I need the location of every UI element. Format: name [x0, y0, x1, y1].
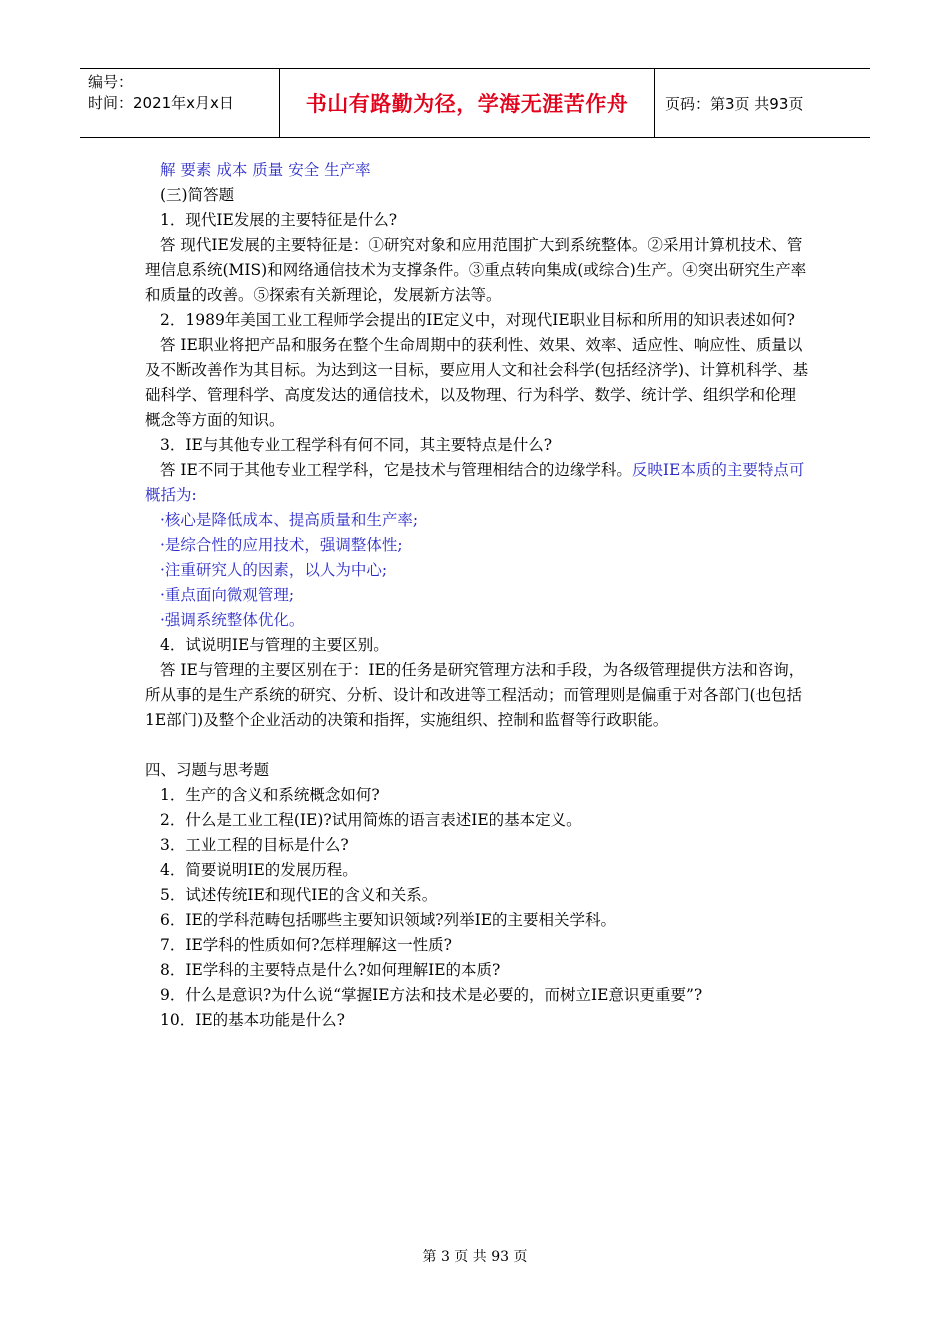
question-2: 2．1989年美国工业工程师学会提出的IE定义中，对现代IE职业目标和所用的知识表述如何? [160, 311, 795, 329]
time-label: 时间：2021年x月x日 [88, 94, 234, 112]
answer-4: 答 IE与管理的主要区别在于：IE的任务是研究管理方法和手段，为各级管理提供方法和咨询，所从事的是生产系统的研究、分析、设计和改进等工程活动；而管理则是偏重于对各部门(也包括1E部门)及整个企业活动的决策和指挥，实施组织、控制和监督等行政职能。 [145, 661, 805, 729]
exercise-item: 3．工业工程的目标是什么? [160, 836, 349, 854]
answer-3 [145, 458, 810, 508]
exercise-item: 7．IE学科的性质如何?怎样理解这一性质? [160, 936, 452, 954]
exercise-item: 6．IE的学科范畴包括哪些主要知识领域?列举IE的主要相关学科。 [160, 911, 617, 929]
answer-2: 答 IE职业将把产品和服务在整个生命周期中的获利性、效果、效率、适应性、响应性、质量以及不断改善作为其目标。为达到这一目标，要应用人文和社会科学(包括经济学)、计算机科学、基础科学、管理科学、高度发达的通信技术，以及物理、行为科学、数学、统计学、组织学和伦理概念等方面的知识。 [145, 336, 809, 429]
question-3: 3．IE与其他专业工程学科有何不同，其主要特点是什么? [160, 436, 553, 454]
exercise-item: 10．IE的基本功能是什么? [160, 1011, 345, 1029]
answer-keywords: 解 要素 成本 质量 安全 生产率 [160, 161, 371, 179]
header-motto: 书山有路勤为径，学海无涯苦作舟 [280, 69, 655, 137]
question-4: 4．试说明IE与管理的主要区别。 [160, 636, 389, 654]
bullet-item: ·重点面向微观管理; [160, 586, 295, 604]
spacer [145, 733, 810, 758]
answer-3-text: 答 IE不同于其他专业工程学科，它是技术与管理相结合的边缘学科。 [160, 461, 632, 479]
exercise-item: 5．试述传统IE和现代IE的含义和关系。 [160, 886, 438, 904]
exercise-item: 4．简要说明IE的发展历程。 [160, 861, 358, 879]
answer-1: 答 现代IE发展的主要特征是：①研究对象和应用范围扩大到系统整体。②采用计算机技术、管理信息系统(MIS)和网络通信技术为支撑条件。③重点转向集成(或综合)生产。④突出研究生产率和质量的改善。⑤探索有关新理论，发展新方法等。 [145, 236, 807, 304]
exercise-item: 2．什么是工业工程(IE)?试用简炼的语言表述IE的基本定义。 [160, 811, 582, 829]
number-label: 编号： [88, 73, 134, 91]
exercise-item: 1．生产的含义和系统概念如何? [160, 786, 380, 804]
question-1: 1．现代IE发展的主要特征是什么? [160, 211, 398, 229]
document-body [145, 158, 810, 1033]
answer-3-highlight: 反映IE本质的主要特点可概括为: [145, 461, 805, 504]
exercise-item: 8．IE学科的主要特点是什么?如何理解IE的本质? [160, 961, 501, 979]
header-meta [80, 69, 280, 137]
bullet-item: ·强调系统整体优化。 [160, 611, 305, 629]
bullet-item: ·核心是降低成本、提高质量和生产率; [160, 511, 419, 529]
section-title-exercises: 四、习题与思考题 [145, 761, 270, 779]
bullet-item: ·注重研究人的因素，以人为中心; [160, 561, 388, 579]
bullet-item: ·是综合性的应用技术，强调整体性; [160, 536, 403, 554]
exercise-item: 9．什么是意识?为什么说“掌握IE方法和技术是必要的，而树立IE意识更重要”? [160, 986, 703, 1004]
page-header [80, 68, 870, 138]
section-title-short-answer: (三)简答题 [160, 186, 235, 204]
page-footer: 第 3 页 共 93 页 [422, 1249, 528, 1265]
header-page-info: 页码：第3页 共93页 [665, 94, 804, 113]
